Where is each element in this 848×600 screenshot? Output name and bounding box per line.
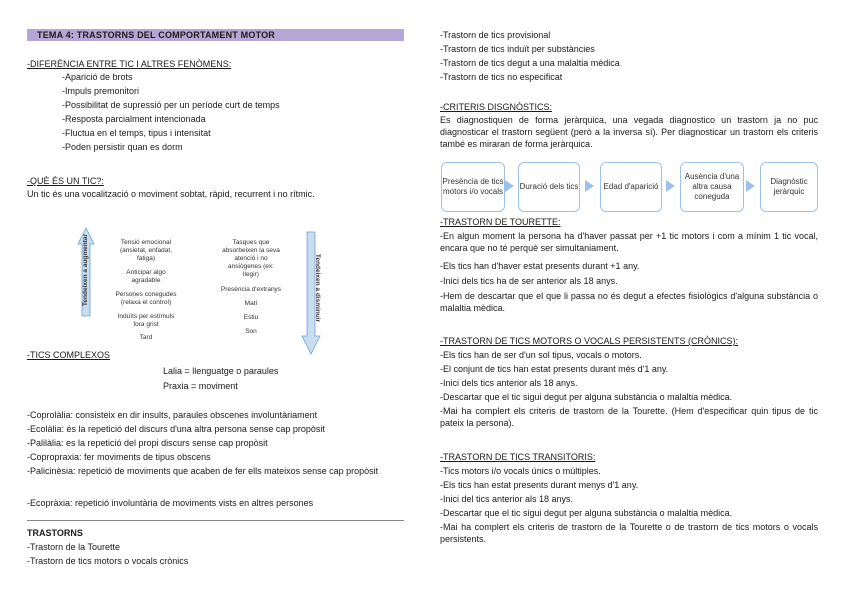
list-item: -Descartar que el tic sigui degut per alguna substància o malaltia mèdica. <box>440 392 733 402</box>
flow-step: Presència de tics motors i/o vocals <box>441 162 505 212</box>
trastorns-header: TRASTORNS <box>27 528 83 538</box>
list-item: -Palicinèsia: repetició de moviments que acaben de fer ells mateixos sense cap propòsit <box>27 466 379 476</box>
list-item: -Palilàlia: es la repetició del propi discurs sense cap propòsit <box>27 438 268 448</box>
list-item: -En algun moment la persona ha d'haver passat per +1 tic motors i com a mínim 1 tic vocal, encara que no té perquè ser simultaniament. <box>440 231 818 253</box>
fig-right-text: Tasques que <box>232 239 270 246</box>
flow-arrow-icon <box>505 180 514 192</box>
fig-left-text: (relaxa el control) <box>120 299 172 306</box>
flow-arrow-icon <box>746 180 755 192</box>
list-item: -Inici dels tics ha de ser anterior als 18 anys. <box>440 276 618 286</box>
fig-left-text: agradable <box>131 277 161 284</box>
title-bar <box>27 29 404 41</box>
list-item: -Hem de descartar que el que li passa no és degut a efectes fisiològics d'alguna substància o malaltia mèdica. <box>440 291 818 313</box>
fig-right-text: Son <box>245 328 257 335</box>
list-item: -Ecolàlia: és la repetició del discurs d'una altra persona sense cap propòsit <box>27 424 325 434</box>
persist-header: -TRASTORN DE TICS MOTORS O VOCALS PERSISTENTS (CRÒNICS): <box>440 336 739 346</box>
que-header: -QUÈ ÉS UN TIC?: <box>27 176 104 186</box>
list-item: -Inici dels tics anterior als 18 anys. <box>440 378 578 388</box>
fig-right-text: llegir) <box>243 271 259 278</box>
trans-header: -TRASTORN DE TICS TRANSITORIS: <box>440 452 596 462</box>
list-item: -Inici del tics anterior als 18 anys. <box>440 494 574 504</box>
tic-factors-figure <box>75 226 333 358</box>
flow-step: Duració dels tics <box>518 162 580 212</box>
fig-right-text: Matí <box>244 300 258 307</box>
list-item: -Els tics han de ser d'un sol tipus, vocals o motors. <box>440 350 642 360</box>
fig-right-text: atenció i no <box>234 255 268 262</box>
list-item: -Aparició de brots <box>62 72 133 82</box>
list-item: -Poden persistir quan es dorm <box>62 142 183 152</box>
list-item: -Fluctua en el temps, tipus i intensitat <box>62 128 211 138</box>
fig-left-text: (ansietat, enfadat, <box>119 247 173 254</box>
criteris-text: Es diagnostiquen de forma jeràrquica, una vegada diagnostico un trastorn ja no puc diagnosticar el trastorn següent (però a la inversa sí). Per diagnosticar un trastorn els criteris també es miraran de forma jeràrquica. <box>440 115 818 149</box>
lalia-text: Lalia = llenguatge o paraules <box>163 366 279 376</box>
list-item: -Els tics han d'haver estat presents durant +1 any. <box>440 261 640 271</box>
list-item: -Copropraxia: fer moviments de tipus obscens <box>27 452 211 462</box>
list-item: -Trastorn de tics no especificat <box>440 72 563 82</box>
fig-right-text: ansiògenes (ex: <box>228 263 274 270</box>
fig-left-text: Persones conegudes <box>115 291 177 298</box>
left-arrow-label: Tendeixen a augmentar <box>82 233 90 307</box>
list-item: -Trastorn de tics induït per substàncies <box>440 44 595 54</box>
divider <box>27 520 404 521</box>
list-item: -Coprolàlia: consisteix en dir insults, paraules obscenes involuntàriament <box>27 410 318 420</box>
list-item: -Trastorn de tics degut a una malaltia mèdica <box>440 58 620 68</box>
fig-right-text: Estiu <box>243 314 259 321</box>
list-item: -Trastorn de tics motors o vocals crònics <box>27 556 189 566</box>
fig-left-text: Tensió emocional <box>120 239 172 246</box>
list-item: -Descartar que el tic sigui degut per alguna substància o malaltia mèdica. <box>440 508 733 518</box>
complexos-header: -TICS COMPLEXOS <box>27 350 111 360</box>
que-text: Un tic és una vocalització o moviment sobtat, ràpid, recurrent i no rítmic. <box>27 189 315 199</box>
list-item: -Els tics han estat presents durant menys d'1 any. <box>440 480 639 490</box>
list-item: -El conjunt de tics han estat presents durant més d'1 any. <box>440 364 669 374</box>
list-item: -Trastorn de la Tourette <box>27 542 121 552</box>
list-item: -Mai ha complert els criteris de trastorn de la Tourette. (Hem d'especificar quin tipus de tic pateix la persona). <box>440 406 818 428</box>
flow-arrow-icon <box>666 180 675 192</box>
list-item: -Resposta parcialment intencionada <box>62 114 206 124</box>
flow-step: Edad d'aparició <box>600 162 662 212</box>
flow-step: Ausència d'una altra causa coneguda <box>680 162 744 212</box>
dif-header: -DIFERÈNCIA ENTRE TIC I ALTRES FENÒMENS: <box>27 59 232 69</box>
flow-arrow-icon <box>585 180 594 192</box>
list-item: -Impuls premonitori <box>62 86 140 96</box>
fig-left-text: fatiga) <box>136 255 156 262</box>
list-item: -Ecopràxia: repetició involuntària de moviments vists en altres persones <box>27 498 314 508</box>
praxia-text: Praxia = moviment <box>163 381 238 391</box>
list-item: -Possibilitat de supressió per un període curt de temps <box>62 100 280 110</box>
tourette-header: -TRASTORN DE TOURETTE: <box>440 217 561 227</box>
fig-left-text: fora grist <box>133 321 159 328</box>
fig-right-text: absorbeixen la seva <box>222 247 280 254</box>
list-item: -Mai ha complert els criteris de trastorn de la Tourette o de trastorn de tics motors o vocals persistents. <box>440 522 818 544</box>
flow-step: Diagnòstic jeràrquic <box>760 162 818 212</box>
fig-right-text: Presència d'extranys <box>220 286 282 293</box>
fig-left-text: Tard <box>139 334 153 341</box>
criteris-header: -CRITERIS DISGNÒSTICS: <box>440 102 553 112</box>
page-title: TEMA 4: TRASTORNS DEL COMPORTAMENT MOTOR <box>37 30 276 40</box>
list-item: -Tics motors i/o vocals únics o múltiples. <box>440 466 601 476</box>
fig-left-text: Anticipar algo <box>126 269 166 276</box>
list-item: -Trastorn de tics provisional <box>440 30 551 40</box>
right-arrow-label: Tendeixen a disminuir <box>314 253 322 323</box>
fig-left-text: Induïts per estímuls <box>117 313 175 320</box>
